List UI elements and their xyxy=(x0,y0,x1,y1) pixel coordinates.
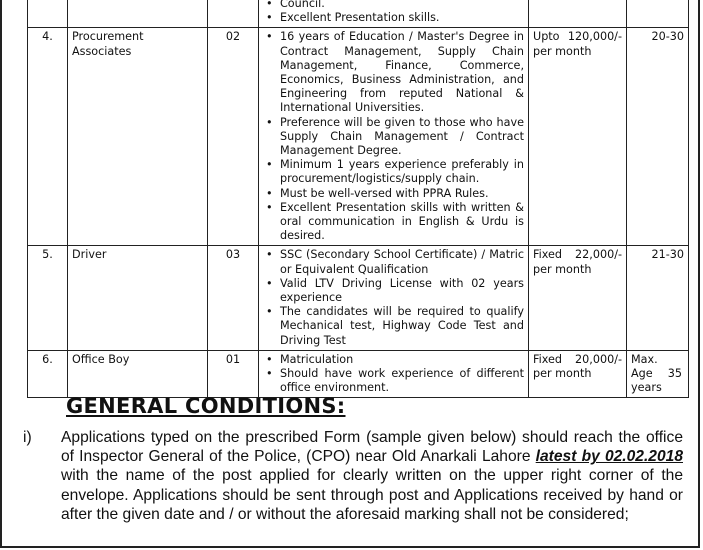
condition-item xyxy=(23,428,683,524)
cell-post xyxy=(68,0,208,28)
row-number: 5. xyxy=(28,246,68,350)
requirement-item: • Minimum 1 years experience preferably in procurement/logistics/supply chain. xyxy=(280,158,524,186)
post-name: Office Boy xyxy=(68,350,208,398)
pay-scale: Fixed 20,000/- per month xyxy=(529,350,627,398)
requirement-item: • Preference will be given to those who have Supply Chain Management / Contract Management Degree. xyxy=(280,116,524,159)
pay-scale: Upto 120,000/- per month xyxy=(529,28,627,246)
cell-requirements xyxy=(259,246,529,350)
deadline-text: latest by 02.02.2018 xyxy=(535,448,683,466)
row-number: 6. xyxy=(28,350,68,398)
requirement-item xyxy=(280,0,524,11)
posts-count: 02 xyxy=(208,28,259,246)
requirement-item: • Valid LTV Driving License with 02 years experience xyxy=(280,277,524,305)
requirement-item: • Excellent Presentation skills with written & oral communication in English & Urdu is desired. xyxy=(280,201,524,244)
cell-requirements xyxy=(259,350,529,398)
requirement-item: • Excellent Presentation skills. xyxy=(280,11,524,25)
post-name: Procurement Associates xyxy=(68,28,208,246)
condition-text-before: Applications typed on the prescribed Form (sample given below) should reach the office of Inspector General of the Police, (CPO) near Old Anarkali Lahore xyxy=(61,429,683,466)
requirement-item: • 16 years of Education / Master's Degree in Contract Management, Supply Chain Management, Finance, Commerce, Economics, Business Administration, and Engineering from reputed National & International Universities. xyxy=(280,30,524,115)
age-limit: 21-30 xyxy=(627,246,689,350)
table-row xyxy=(28,28,689,246)
jobs-table xyxy=(27,0,689,398)
general-conditions-heading: GENERAL CONDITIONS: xyxy=(66,394,346,418)
post-name: Driver xyxy=(68,246,208,350)
requirement-item: • Should have work experience of different office environment. xyxy=(280,367,524,395)
requirement-text: Council. xyxy=(280,0,325,10)
cell-requirements xyxy=(259,0,529,28)
requirement-item: • SSC (Secondary School Certificate) / Matric or Equivalent Qualification xyxy=(280,248,524,276)
posts-count: 03 xyxy=(208,246,259,350)
cell-no xyxy=(28,0,68,28)
condition-text xyxy=(61,428,683,524)
table-row xyxy=(28,350,689,398)
cell-age xyxy=(627,0,689,28)
condition-index: i) xyxy=(23,429,32,446)
table-row xyxy=(28,246,689,350)
age-limit: Max. Age 35 years xyxy=(627,350,689,398)
row-number: 4. xyxy=(28,28,68,246)
pay-scale: Fixed 22,000/- per month xyxy=(529,246,627,350)
requirement-item: • The candidates will be required to qualify Mechanical test, Highway Code Test and Driving Test xyxy=(280,305,524,348)
condition-text-after: with the name of the post applied for clearly written on the upper right corner of the envelope. Applications should be sent through post and Applications received by hand or after the given date and / or without the aforesaid marking shall not be considered; xyxy=(61,467,683,523)
posts-count: 01 xyxy=(208,350,259,398)
table-row-top xyxy=(28,0,689,28)
requirement-item: • Matriculation xyxy=(280,353,524,367)
requirement-item: • Must be well-versed with PPRA Rules. xyxy=(280,187,524,201)
cell-pay xyxy=(529,0,627,28)
cell-requirements xyxy=(259,28,529,246)
cell-posts xyxy=(208,0,259,28)
age-limit: 20-30 xyxy=(627,28,689,246)
